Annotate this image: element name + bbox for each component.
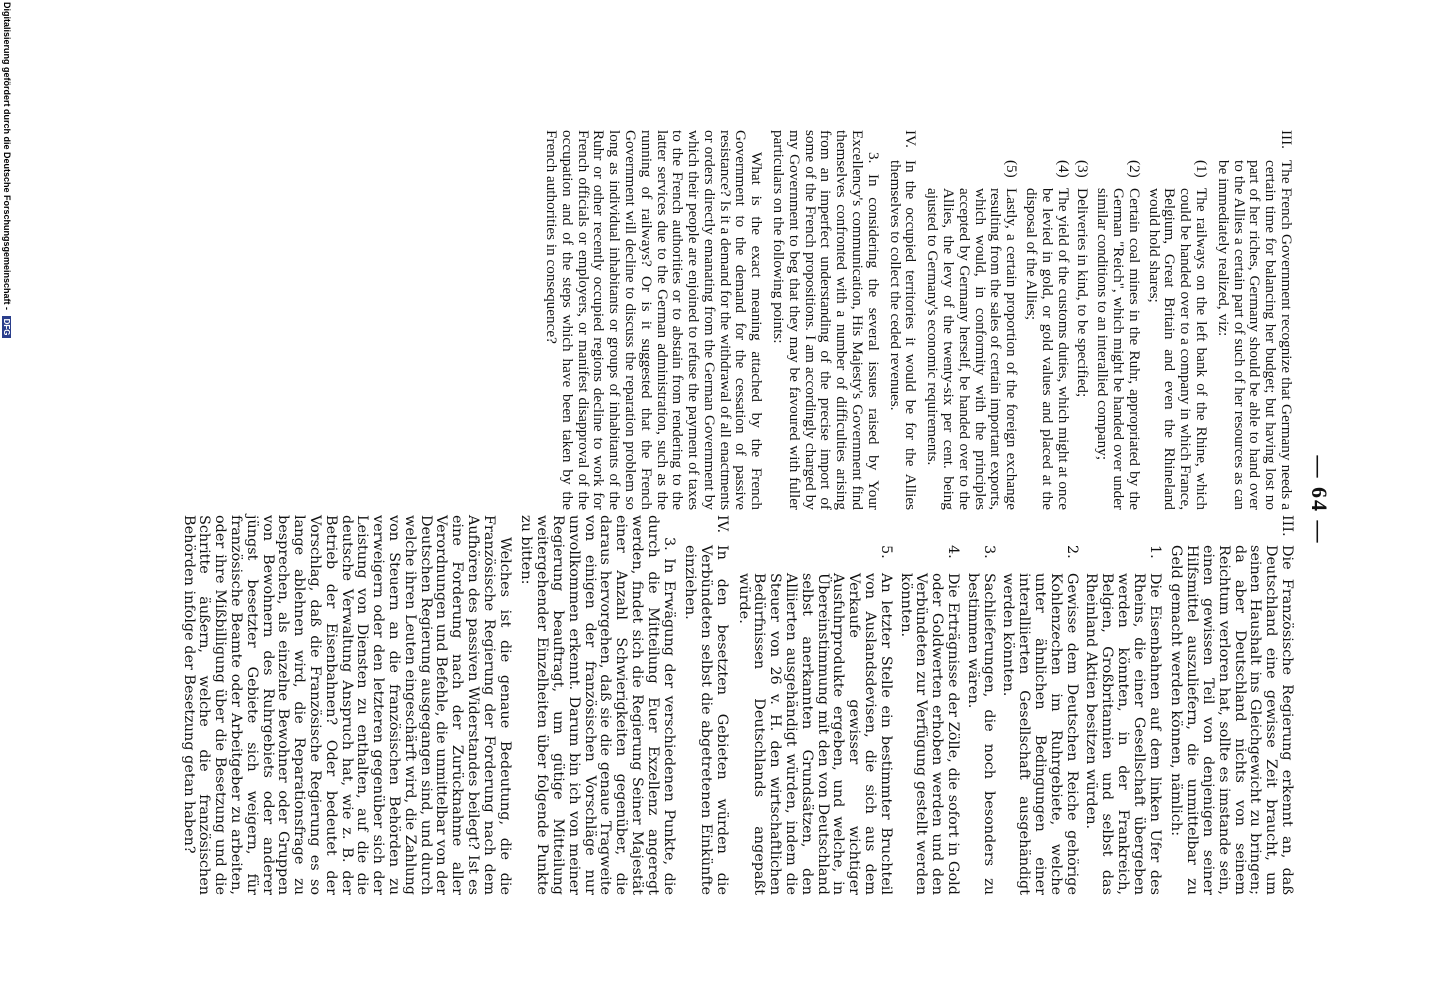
list-item bbox=[1075, 160, 1091, 510]
list-item bbox=[735, 545, 893, 895]
english-column bbox=[543, 130, 1294, 510]
item-text: An letzter Stelle ein bestimmter Bruchteil von Auslandsdevisen, die sich aus dem Verkaufe gewisser wichtiger Ausfuhrprodukte ergeben, und welche, in Übereinstimmung mit den von Deutschland selbst anerkannten Grundsätzen, den Alliierten ausgehändigt würden, indem die Steuer von 26 v. H. den wirtschaftlichen Bedürfnissen Deutschlands angepaßt würde. bbox=[735, 573, 894, 895]
list-item bbox=[897, 545, 960, 895]
item-number: (1) bbox=[1193, 160, 1211, 178]
english-section-iv bbox=[887, 130, 919, 510]
list-item bbox=[964, 545, 996, 895]
item-number: 4. bbox=[945, 545, 962, 559]
item-text: Gewisse dem Deutschen Reiche gehörige Kohlenzechen im Ruhrgebiete, welche unter ähnlichen Bedingungen einer interalliierten Gesellschaft ausgehändigt werden könnten. bbox=[1000, 573, 1080, 895]
section-number: IV. bbox=[713, 515, 730, 534]
section-number: III. bbox=[1279, 515, 1295, 537]
item-text: Die Eisenbahnen auf dem linken Ufer des Rheins, die einer Gesellschaft übergeben werden könnten, in der Frankreich, Belgien, Großbritannien und selbst das Rheinland Aktien besitzen würden. bbox=[1083, 573, 1163, 895]
german-paragraph-3: 3. In Erwägung der verschiedenen Punkte, die durch die Mitteilung Euer Exzellenz angeregt werden, findet sich die Regierung Seiner Majestät einer Anzahl Schwierigkeiten gegenüber, die daraus hervorgehen, daß sie die genaue Tragweite von einigen der französischen Vorschläge nur unvollkommen erkennt. Darum bin ich von meiner Regierung beauftragt, um gütige Mitteilung weitergehender Einzelheiten über folgende Punkte zu bitten: bbox=[518, 515, 677, 895]
section-number: IV. bbox=[902, 130, 920, 148]
item-number: (5) bbox=[1003, 160, 1021, 178]
item-number: (2) bbox=[1125, 160, 1143, 178]
english-section-iii bbox=[1215, 130, 1294, 510]
footer-text: Digitalisierung gefördert durch die Deutsche Forschungsgemeinschaft - bbox=[2, 2, 12, 311]
item-text: The railways on the left bank of the Rhine, which could be handed over to a company in which France, Belgium, Great Britain and even the Rhineland would hold shares; bbox=[1145, 188, 1211, 510]
section-text: In den besetzten Gebieten würden die Verbündeten selbst die abgetretenen Einkünfte einziehen. bbox=[682, 545, 730, 895]
item-text: Lastly, a certain proportion of the foreign exchange resulting from the sales of certain important exports, which would, in conformity with the principles accepted by Germany herself, be handed over to the Allies, the levy of the twenty-six per cent. being ajusted to Germany's economic requirements. bbox=[924, 188, 1021, 510]
list-item bbox=[1094, 160, 1141, 510]
item-number: 1. bbox=[1146, 545, 1163, 559]
german-section-iii bbox=[1168, 515, 1294, 895]
item-text: Die Erträgnisse der Zölle, die sofort in Gold oder Goldwerten erhoben werden und den Verbündeten zur Verfügung gestellt werden könnten. bbox=[897, 573, 962, 895]
german-item-list bbox=[735, 545, 1162, 895]
item-number: (4) bbox=[1054, 160, 1072, 178]
list-item bbox=[1083, 545, 1162, 895]
section-number: III. bbox=[1278, 130, 1295, 149]
item-text: The yield of the customs duties, which might at once be levied in gold, or gold values and placed at the disposal of the Allies; bbox=[1023, 188, 1072, 510]
item-number: 5. bbox=[877, 545, 894, 559]
page-number: — 64 — bbox=[1307, 455, 1332, 545]
german-paragraph-question: Welches ist die genaue Bedeutung, die die Französische Regierung der Forderung nach dem Aufhören des passiven Widerstandes beilegt? Ist es eine Forderung nach der Zurücknahme aller Verordnungen und Befehle, die unmittelbar von der Deutschen Regierung ausgegangen sind, und durch welche ihren Leuten eingeschärft wird, die Zahlung von Steuern an die französischen Behörden zu verweigern oder den letzteren gegenüber sich der Leistung von Diensten zu enthalten, auf die die deutsche Verwaltung Anspruch hat, wie z. B. der Betrieb der Eisenbahnen? Oder bedeutet der Vorschlag, daß die Französische Regierung es so lange ablehnen wird, die Reparationsfrage zu besprechen, als einzelne Bewohner oder Gruppen von Bewohnern des Ruhrgebiets oder anderer jüngst besetzter Gebiete sich weigern, für französische Beamte oder Arbeitgeber zu arbeiten, oder ihre Mißbilligung über die Besetzung und die Schritte äußern, welche die französischen Behörden infolge der Besetzung getan haben? bbox=[180, 515, 513, 895]
item-text: Sachlieferungen, die noch besonders zu bestimmen wären. bbox=[964, 573, 997, 895]
list-item bbox=[1023, 160, 1070, 510]
item-text: Deliveries in kind, to be specified; bbox=[1074, 188, 1092, 398]
german-column bbox=[180, 515, 1294, 895]
digitization-footer bbox=[0, 0, 12, 1002]
english-paragraph-question: What is the exact meaning attached by the French Government to the demand for the cessation of passive resistance? Is it a demand for the withdrawal of all enactments or orders directly emanating from the German Government by which their people are enjoined to refuse the payment of taxes to the French authorities or to abstain from rendering to the latter services due to the German administration, such as the running of railways? Or is it suggested that the French Government will decline to discuss the reparation problem so long as individual inhabitants or groups of inhabitants of the Ruhr or other recently occupied regions decline to work for French officials or employers, or manifest disapproval of the occupation and of the steps which have been taken by the French authorities in consequence? bbox=[542, 130, 766, 510]
section-text: Die Französische Regierung erkennt an, daß Deutschland eine gewisse Zeit braucht, um seinen Haushalt ins Gleichgewicht zu bringen; da aber Deutschland nichts von seinem Reichtum verloren hat, sollte es imstande sein, einen gewissen Teil von denjenigen seiner Hilfsmittel auszuliefern, die unmittelbar zu Geld gemacht werden können, nämlich: bbox=[1168, 545, 1295, 895]
section-text: In the occupied territories it would be for the Allies themselves to collect the ceded revenues. bbox=[886, 160, 920, 510]
list-item bbox=[1146, 160, 1209, 510]
item-number: 2. bbox=[1063, 545, 1080, 559]
item-number: 3. bbox=[980, 545, 997, 559]
list-item bbox=[1000, 545, 1079, 895]
english-paragraph-3: 3. In considering the several issues raised by Your Excellency's communication, His Majesty's Government find themselves confronted with a number of difficulties arising from an imperfect understanding of the precise import of some of the French propositions. I am accordingly charged by my Government to beg that they may be favoured with fuller particulars on the following points: bbox=[770, 130, 882, 510]
german-section-iv bbox=[682, 515, 729, 895]
item-text: Certain coal mines in the Ruhr, appropriated by the German "Reich", which might be handed over under similar conditions to an interallied company; bbox=[1094, 188, 1143, 510]
english-item-list bbox=[924, 160, 1209, 510]
dfg-logo: DFG bbox=[2, 316, 11, 339]
item-number: (3) bbox=[1074, 160, 1092, 178]
section-text: The French Government recognize that Germany needs a certain time for balancing her budget; but having lost no part of her riches, Germany should be able to hand over to the Allies a certain part of such of her resources as can be immediately realized, viz: bbox=[1214, 160, 1295, 510]
list-item bbox=[924, 160, 1019, 510]
